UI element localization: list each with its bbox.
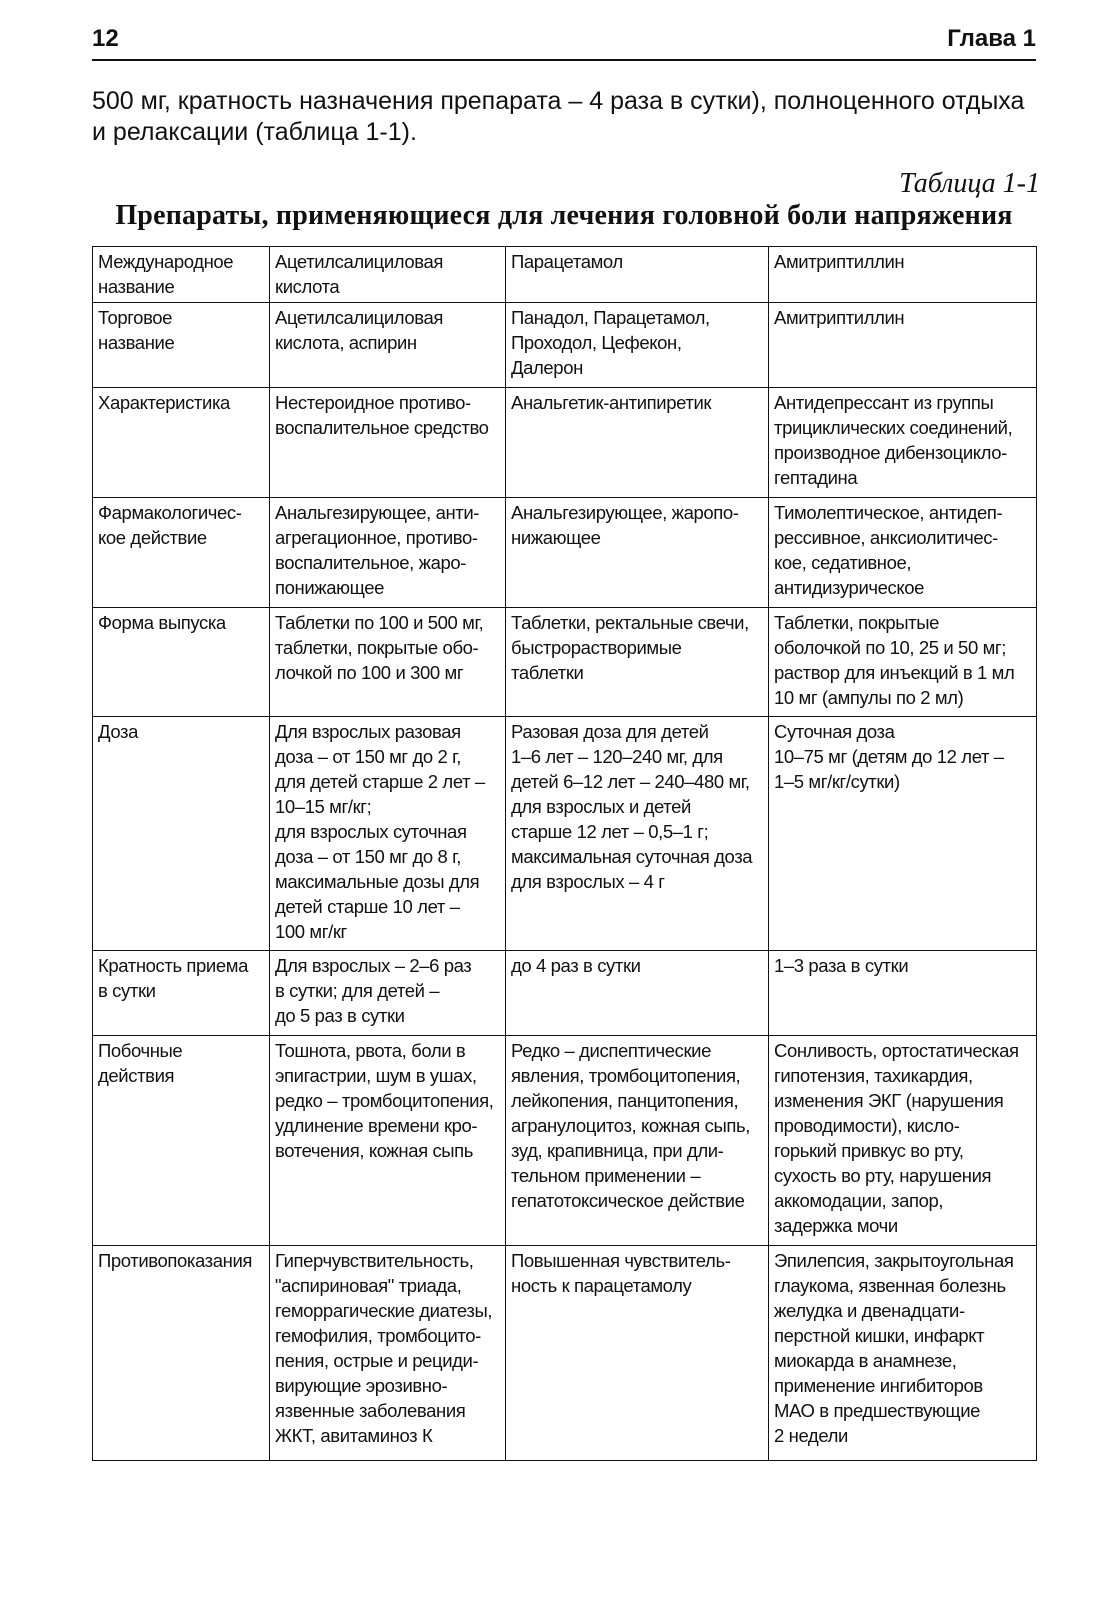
table-cell: Парацетамол: [506, 247, 769, 303]
row-label: Характеристика: [93, 388, 270, 498]
row-label: Форма выпуска: [93, 608, 270, 717]
table-label: Таблица 1-1: [899, 168, 1040, 199]
table-cell: Таблетки по 100 и 500 мг, таблетки, покрытые обо- лочкой по 100 и 300 мг: [270, 608, 506, 717]
row-label: Торговое название: [93, 303, 270, 388]
table-cell: Повышенная чувствитель- ность к парацетамолу: [506, 1246, 769, 1461]
table-row: [93, 1036, 1037, 1246]
table-row: [93, 1246, 1037, 1461]
table-row: [93, 951, 1037, 1036]
table-cell: Для взрослых – 2–6 раз в сутки; для детей – до 5 раз в сутки: [270, 951, 506, 1036]
table-cell: Для взрослых разовая доза – от 150 мг до 2 г, для детей старше 2 лет – 10–15 мг/кг; для взрослых суточная доза – от 150 мг до 8 г, максимальные дозы для детей старше 10 лет – 100 мг/кг: [270, 717, 506, 951]
table-cell: Ацетилсалициловая кислота, аспирин: [270, 303, 506, 388]
table-cell: Антидепрессант из группы трициклических соединений, производное дибензоцикло- гептадина: [769, 388, 1037, 498]
row-label: Фармакологичес- кое действие: [93, 498, 270, 608]
table-row: [93, 247, 1037, 303]
table-cell: Таблетки, ректальные свечи, быстрорастворимые таблетки: [506, 608, 769, 717]
row-label: Побочные действия: [93, 1036, 270, 1246]
table-cell: Таблетки, покрытые оболочкой по 10, 25 и 50 мг; раствор для инъекций в 1 мл 10 мг (ампулы по 2 мл): [769, 608, 1037, 717]
table-cell: Ацетилсалициловая кислота: [270, 247, 506, 303]
table-cell: Редко – диспептические явления, тромбоцитопения, лейкопения, панцитопения, агранулоцитоз, кожная сыпь, зуд, крапивница, при дли- тельном применении – гепатотоксическое действие: [506, 1036, 769, 1246]
intro-paragraph: 500 мг, кратность назначения препарата – 4 раза в сутки), полноценного отдыха и релаксации (таблица 1-1).: [92, 87, 1025, 146]
drug-comparison-table: [92, 246, 1037, 1461]
row-label: Международное название: [93, 247, 270, 303]
table-cell: Суточная доза 10–75 мг (детям до 12 лет – 1–5 мг/кг/сутки): [769, 717, 1037, 951]
table-cell: Эпилепсия, закрытоугольная глаукома, язвенная болезнь желудка и двенадцати- перстной кишки, инфаркт миокарда в анамнезе, применение ингибиторов МАО в предшествующие 2 недели: [769, 1246, 1037, 1461]
table-cell: Сонливость, ортостатическая гипотензия, тахикардия, изменения ЭКГ (нарушения проводимости), кисло- горький привкус во рту, сухость во рту, нарушения аккомодации, запор, задержка мочи: [769, 1036, 1037, 1246]
row-label: Противопоказания: [93, 1246, 270, 1461]
table-row: [93, 388, 1037, 498]
table-cell: Нестероидное противо- воспалительное средство: [270, 388, 506, 498]
table-cell: Анальгетик-антипиретик: [506, 388, 769, 498]
row-label: Доза: [93, 717, 270, 951]
table-row: [93, 498, 1037, 608]
table-cell: Разовая доза для детей 1–6 лет – 120–240 мг, для детей 6–12 лет – 240–480 мг, для взрослых и детей старше 12 лет – 0,5–1 г; максимальная суточная доза для взрослых – 4 г: [506, 717, 769, 951]
table-cell: Анальгезирующее, жаропо- нижающее: [506, 498, 769, 608]
table-cell: Тимолептическое, антидеп- рессивное, анксиолитичес- кое, седативное, антидизурическое: [769, 498, 1037, 608]
page-number: 12: [92, 25, 119, 52]
table-cell: Гиперчувствительность, "аспириновая" триада, геморрагические диатезы, гемофилия, тромбоцито- пения, острые и рециди- вирующие эрозивно- язвенные заболевания ЖКТ, авитаминоз К: [270, 1246, 506, 1461]
table-title: Препараты, применяющиеся для лечения головной боли напряжения: [115, 200, 1013, 231]
table-cell: Амитриптиллин: [769, 247, 1037, 303]
table-cell: Панадол, Парацетамол, Проходол, Цефекон, Далерон: [506, 303, 769, 388]
table-cell: Анальгезирующее, анти- агрегационное, противо- воспалительное, жаро- понижающее: [270, 498, 506, 608]
running-header: [92, 25, 1036, 61]
table-cell: Тошнота, рвота, боли в эпигастрии, шум в ушах, редко – тромбоцитопения, удлинение времени кро- вотечения, кожная сыпь: [270, 1036, 506, 1246]
table-row: [93, 303, 1037, 388]
row-label: Кратность приема в сутки: [93, 951, 270, 1036]
table-row: [93, 608, 1037, 717]
chapter-title: Глава 1: [947, 25, 1036, 52]
table-cell: до 4 раз в сутки: [506, 951, 769, 1036]
table-cell: 1–3 раза в сутки: [769, 951, 1037, 1036]
table-row: [93, 717, 1037, 951]
table-cell: Амитриптиллин: [769, 303, 1037, 388]
